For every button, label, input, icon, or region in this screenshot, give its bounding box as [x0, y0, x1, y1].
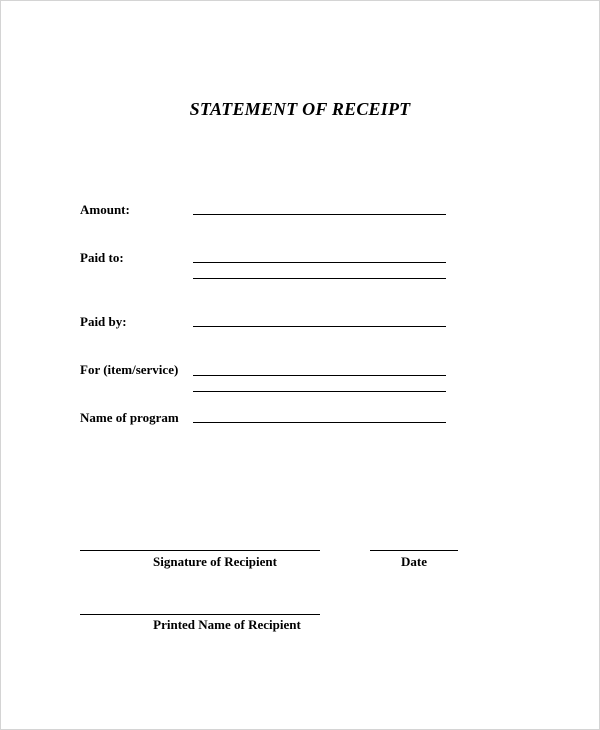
signature-line[interactable] [80, 550, 320, 551]
date-label: Date [401, 554, 427, 569]
program-label: Name of program [80, 410, 179, 425]
for-item-line-2[interactable] [193, 391, 446, 392]
program-line[interactable] [193, 422, 446, 423]
document-title: STATEMENT OF RECEIPT [189, 99, 411, 119]
paid-to-label: Paid to: [80, 250, 124, 265]
signature-label: Signature of Recipient [153, 554, 277, 569]
paid-to-line-1[interactable] [193, 262, 446, 263]
for-item-label: For (item/service) [80, 362, 179, 377]
for-item-line-1[interactable] [193, 375, 446, 376]
paid-by-label: Paid by: [80, 314, 127, 329]
date-line[interactable] [370, 550, 458, 551]
paid-to-line-2[interactable] [193, 278, 446, 279]
printed-name-line[interactable] [80, 614, 320, 615]
paid-by-line[interactable] [193, 326, 446, 327]
amount-line[interactable] [193, 214, 446, 215]
printed-name-label: Printed Name of Recipient [153, 617, 301, 632]
amount-label: Amount: [80, 202, 130, 217]
